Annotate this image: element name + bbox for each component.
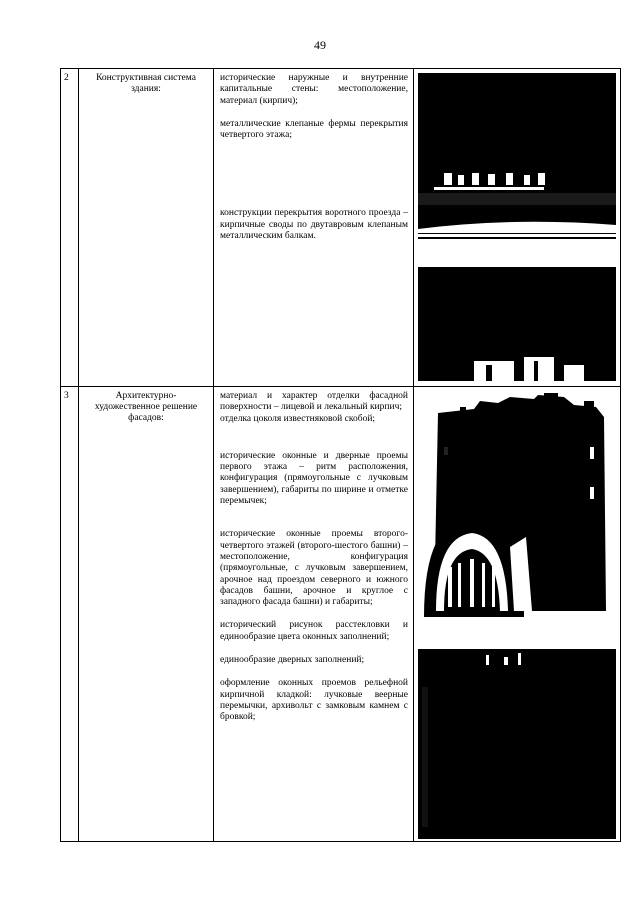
table-row [61,69,621,387]
feature-item: исторические оконные и дверные проемы первого этажа – ритм расположения, конфигурация (прямоугольные с лучковым завершением), габариты по ширине и отметке перемычек; [220,450,408,507]
feature-item: отделка цоколя известняковой скобой; [220,413,376,424]
row-number: 3 [61,387,79,842]
feature-item: оформление оконных проемов рельефной кирпичной кладкой: лучковые веерные перемычки, архивольт с замковым камнем с бровкой; [220,678,408,723]
feature-item: исторические наружные и внутренние капитальные стены: местоположение, материал (кирпич); [220,73,408,106]
interior-truss-photo [414,69,620,386]
feature-item: конструкции перекрытия воротного проезда – кирпичные своды по двутавровым клепаным металлическим балкам. [220,208,408,242]
row-number: 2 [61,69,79,387]
photo-cell [414,387,621,842]
feature-item: исторический рисунок расстекловки и единообразие цвета оконных заполнений; [220,620,408,642]
feature-item: металлические клепаные фермы перекрытия четвертого этажа; [220,118,408,141]
feature-category: Архитектурно-художественное решение фасадов: [79,387,214,842]
feature-item: исторические оконные проемы второго-четвертого этажей (второго-шестого башни) – местоположение, конфигурация (прямоугольные, с лучковым завершением, арочное над проездом северного и южного фасадов башни, арочное и круглое с западного фасада башни) и габариты; [220,529,408,608]
feature-description [214,69,414,387]
feature-item: материал и характер отделки фасадной поверхности – лицевой и лекальный кирпич; [220,391,408,413]
feature-category: Конструктивная система здания: [79,69,214,387]
monument-features-table [60,68,621,842]
facade-photo [414,387,620,841]
page-number: 49 [314,38,326,52]
feature-description [214,387,414,842]
feature-item: единообразие дверных заполнений; [220,655,365,666]
photo-cell [414,69,621,387]
table-row [61,387,621,842]
